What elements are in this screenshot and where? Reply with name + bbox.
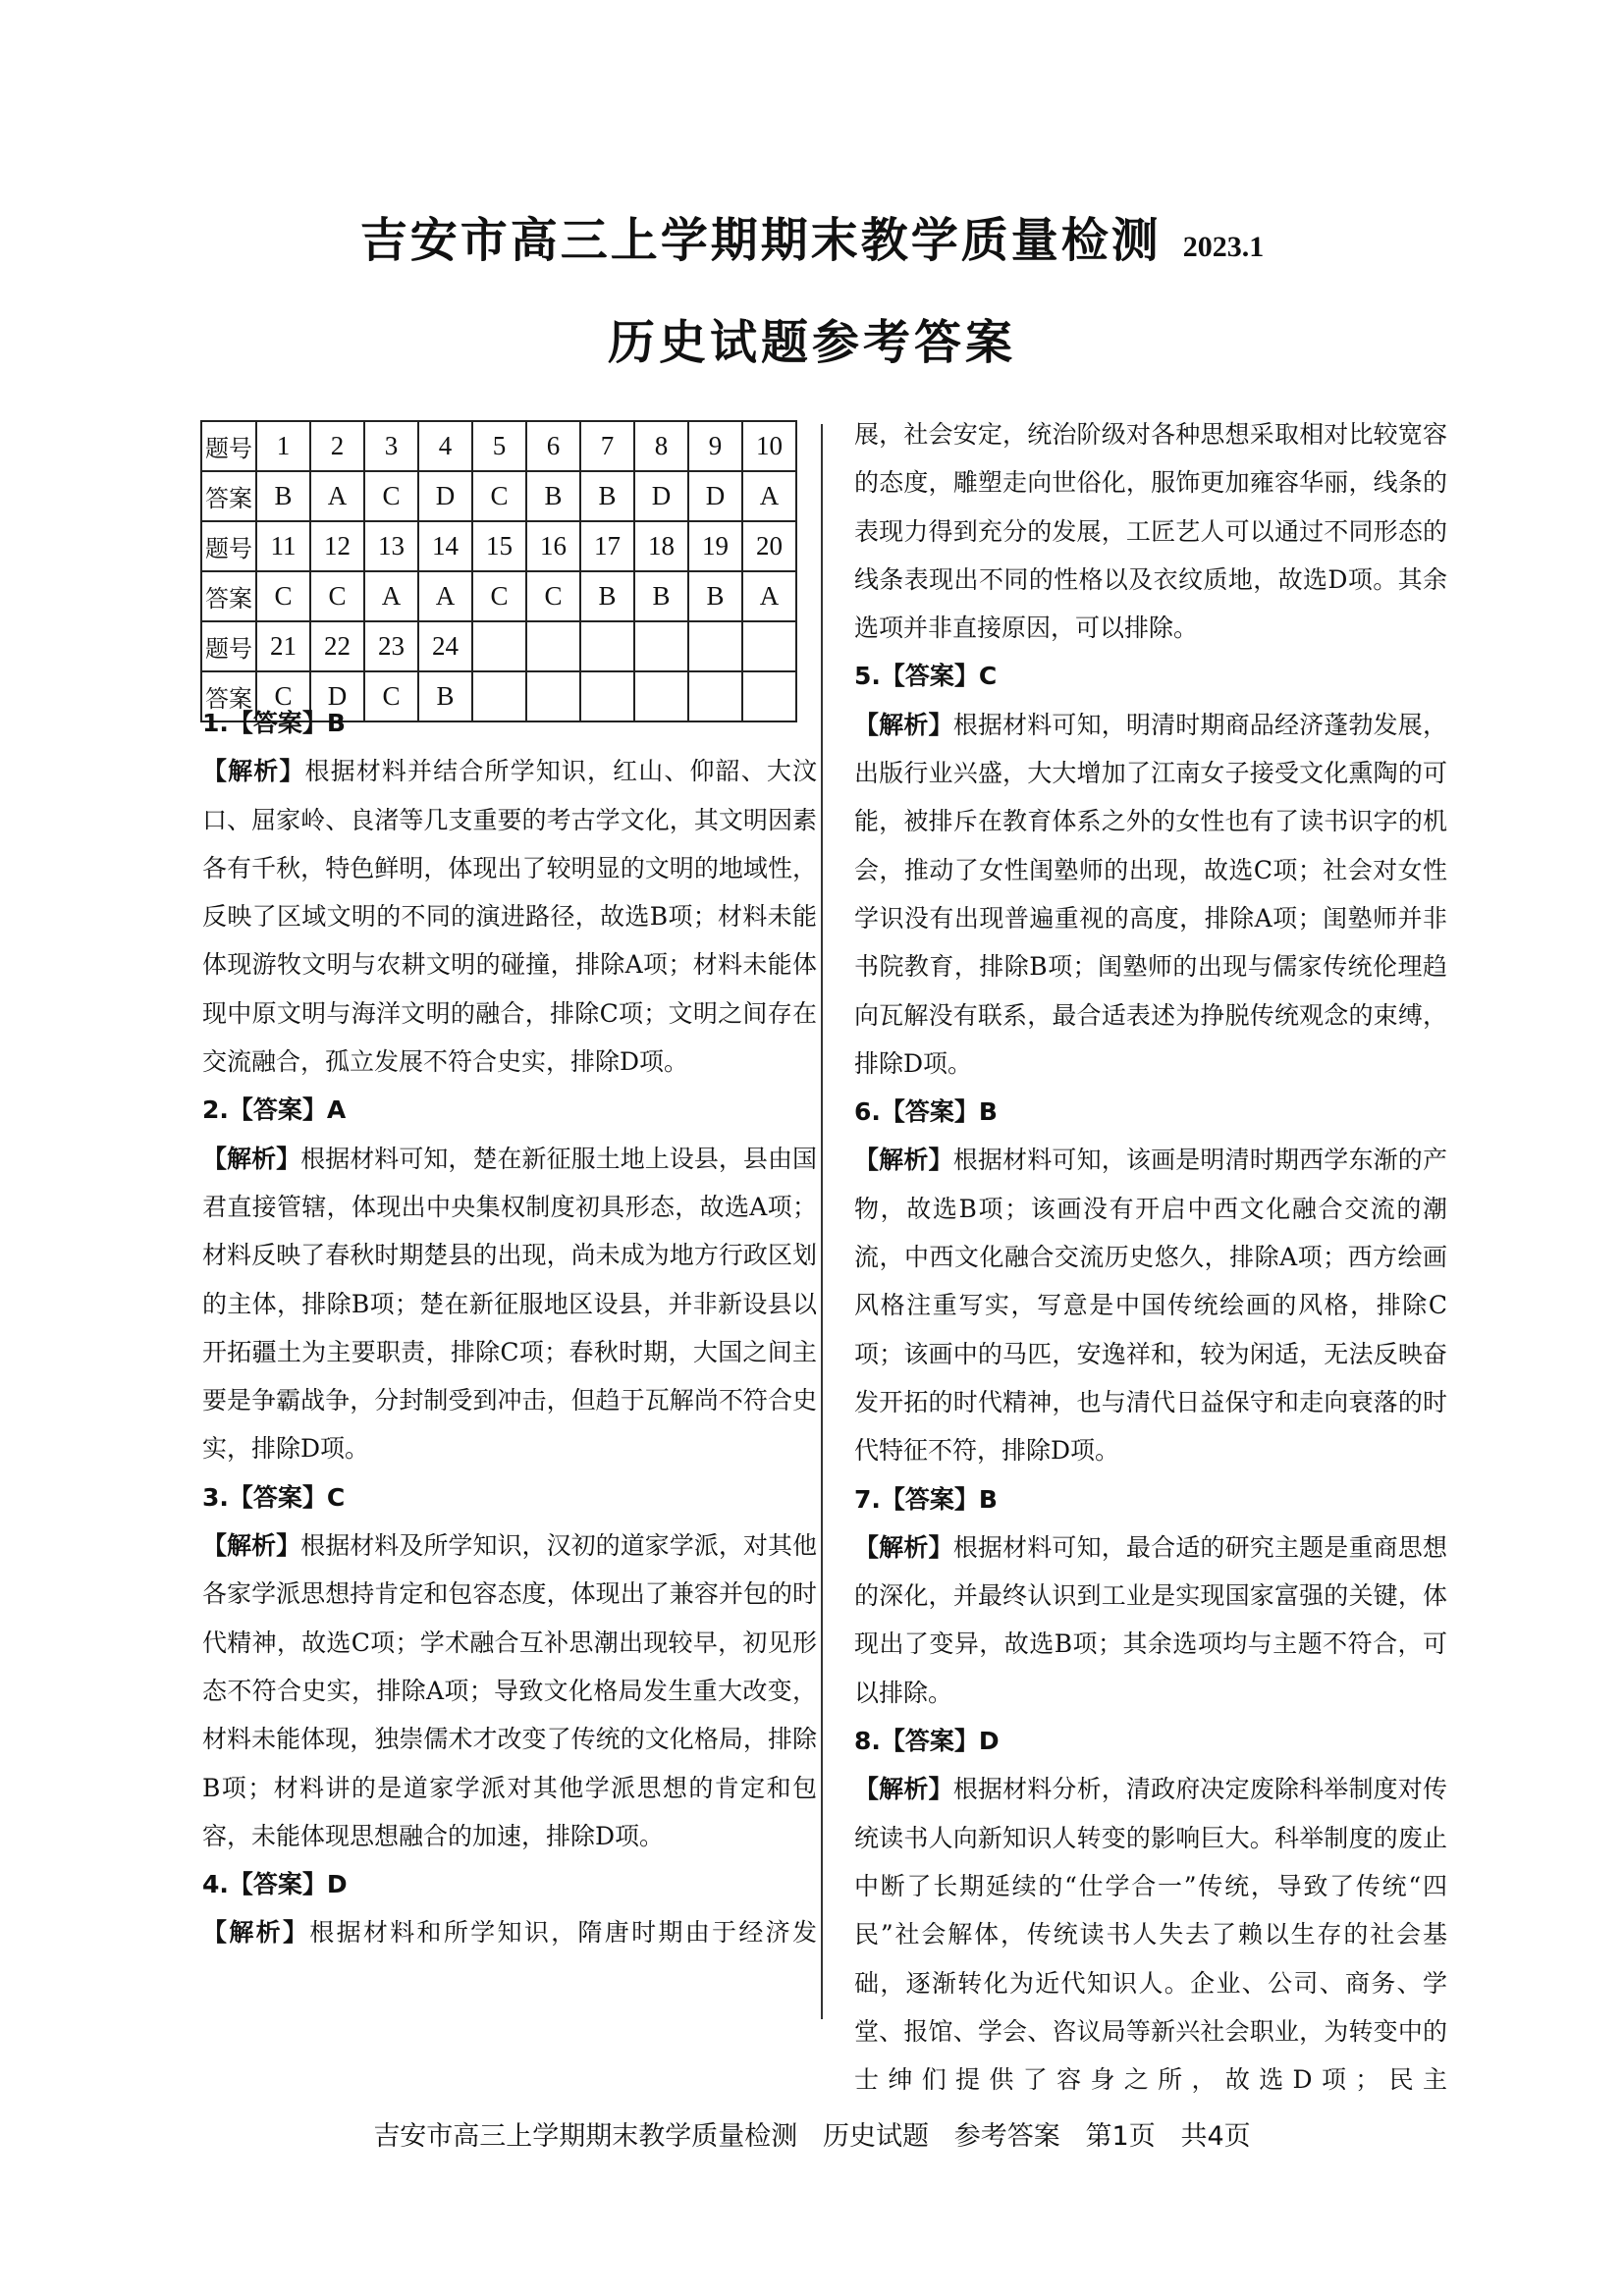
exam-title: 吉安市高三上学期期末教学质量检测 [359,213,1162,268]
table-cell: 4 [418,421,472,471]
right-column [854,410,1447,2104]
answer-heading: 5.【答案】C [854,662,998,691]
exam-date: 2023.1 [1182,231,1265,263]
table-cell: B [580,571,634,621]
analysis-tag: 【解析】 [202,757,305,786]
table-cell: 20 [742,521,796,571]
table-cell: 16 [526,521,580,571]
table-cell: A [418,571,472,621]
table-cell [634,621,688,671]
table-cell: 3 [364,421,418,471]
table-cell: B [688,571,742,621]
answer-item-2 [202,1086,817,1472]
table-cell: 23 [364,621,418,671]
table-cell [472,621,526,671]
table-cell: 21 [256,621,310,671]
table-cell: 7 [580,421,634,471]
answer-heading: 4.【答案】D [202,1870,348,1899]
table-cell: 12 [310,521,364,571]
answer-item-5 [854,652,1447,1088]
answer-item-1 [202,699,817,1086]
table-cell: D [418,471,472,521]
analysis-text: 【解析】根据材料可知，楚在新征服土地上设县，县由国君直接管辖，体现出中央集权制度初具形态，故选A项；材料反映了春秋时期楚县的出现，尚未成为地方行政区划的主体，排除B项；楚在新征服地区设县，并非新设县以开拓疆土为主要职责，排除C项；春秋时期，大国之间主要是争霸战争，分封制受到冲击，但趋于瓦解尚不符合史实，排除D项。 [202,1144,817,1464]
table-cell: C [310,571,364,621]
table-cell: 13 [364,521,418,571]
table-cell: 1 [256,421,310,471]
answer-table-row [201,571,796,621]
table-cell: 14 [418,521,472,571]
table-cell: 5 [472,421,526,471]
answer-item-7 [854,1475,1447,1717]
analysis-tag: 【解析】 [202,1144,301,1173]
table-cell: 2 [310,421,364,471]
table-cell: C [472,571,526,621]
page-title [0,202,1624,270]
table-cell: C [364,471,418,521]
answer-table [200,420,797,722]
analysis-text: 【解析】根据材料分析，清政府决定废除科举制度对传统读书人向新知识人转变的影响巨大。科举制度的废止中断了长期延续的“仕学合一”传统，导致了传统“四民”社会解体，传统读书人失去了赖以生存的社会基础，逐渐转化为近代知识人。企业、公司、商务、学堂、报馆、学会、咨议局等新兴社会职业，为转变中的士绅们提供了容身之所，故选D项；民主 [854,1775,1447,2095]
table-cell: A [310,471,364,521]
row-label: 答案 [201,571,256,621]
table-cell: C [526,571,580,621]
table-cell: 24 [418,621,472,671]
answer-item-4 [202,1860,817,1957]
analysis-text: 【解析】根据材料和所学知识，隋唐时期由于经济发 [202,1918,817,1948]
analysis-continuation: 展，社会安定，统治阶级对各种思想采取相对比较宽容的态度，雕塑走向世俗化，服饰更加雍容华丽，线条的表现力得到充分的发展，工匠艺人可以通过不同形态的线条表现出不同的性格以及衣纹质地，故选D项。其余选项并非直接原因，可以排除。 [854,420,1447,643]
table-cell: D [310,671,364,721]
answer-heading: 2.【答案】A [202,1095,347,1125]
table-cell: D [634,471,688,521]
table-cell [688,621,742,671]
table-cell: 8 [634,421,688,471]
answer-heading: 7.【答案】B [854,1484,998,1514]
answer-table-row [201,471,796,521]
answer-heading: 8.【答案】D [854,1727,1000,1756]
analysis-text: 【解析】根据材料可知，该画是明清时期西学东渐的产物，故选B项；该画没有开启中西文化融合交流的潮流，中西文化融合交流历史悠久，排除A项；西方绘画风格注重写实，写意是中国传统绘画的风格，排除C项；该画中的马匹，安逸祥和，较为闲适，无法反映奋发开拓的时代精神，也与清代日益保守和走向衰落的时代特征不符，排除D项。 [854,1146,1447,1466]
analysis-text: 【解析】根据材料可知，明清时期商品经济蓬勃发展，出版行业兴盛，大大增加了江南女子接受文化熏陶的可能，被排斥在教育体系之外的女性也有了读书识字的机会，推动了女性闺塾师的出现，故选C项；社会对女性学识没有出现普遍重视的高度，排除A项；闺塾师并非书院教育，排除B项；闺塾师的出现与儒家传统伦理趋向瓦解没有联系，最合适表述为挣脱传统观念的束缚，排除D项。 [854,710,1447,1078]
row-label: 题号 [201,521,256,571]
analysis-tag: 【解析】 [854,710,953,739]
analysis-tag: 【解析】 [202,1531,301,1561]
analysis-tag: 【解析】 [854,1532,953,1562]
table-cell: A [742,571,796,621]
table-cell: 18 [634,521,688,571]
table-cell: C [472,471,526,521]
answer-table-row [201,421,796,471]
table-cell: B [526,471,580,521]
analysis-tag: 【解析】 [202,1918,310,1948]
answer-item-6 [854,1088,1447,1474]
table-cell: 15 [472,521,526,571]
table-cell [526,621,580,671]
table-cell: B [634,571,688,621]
row-label: 答案 [201,671,256,721]
table-cell: 6 [526,421,580,471]
analysis-text: 【解析】根据材料及所学知识，汉初的道家学派，对其他各家学派思想持肯定和包容态度，体现出了兼容并包的时代精神，故选C项；学术融合互补思潮出现较早，初见形态不符合史实，排除A项；导致文化格局发生重大改变，材料未能体现，独崇儒术才改变了传统的文化格局，排除B项；材料讲的是道家学派对其他学派思想的肯定和包容，未能体现思想融合的加速，排除D项。 [202,1531,817,1850]
page-subtitle: 历史试题参考答案 [607,315,1016,370]
table-cell: 22 [310,621,364,671]
table-cell: 17 [580,521,634,571]
table-cell: 19 [688,521,742,571]
row-label: 题号 [201,421,256,471]
table-cell: B [418,671,472,721]
left-column [202,699,817,1957]
table-cell: C [256,571,310,621]
row-label: 答案 [201,471,256,521]
answer-item-3 [202,1473,817,1860]
answer-table-row [201,621,796,671]
analysis-tag: 【解析】 [854,1146,953,1175]
table-cell [742,621,796,671]
analysis-text: 【解析】根据材料可知，最合适的研究主题是重商思想的深化，并最终认识到工业是实现国家富强的关键，体现出了变异，故选B项；其余选项均与主题不符合，可以排除。 [854,1532,1447,1707]
answer-heading: 1.【答案】B [202,709,346,737]
answer-heading: 3.【答案】C [202,1482,346,1512]
table-cell: 10 [742,421,796,471]
table-cell: B [256,471,310,521]
answer-table-row [201,521,796,571]
table-cell: A [742,471,796,521]
table-cell [580,621,634,671]
table-cell: A [364,571,418,621]
table-cell: D [688,471,742,521]
analysis-text: 【解析】根据材料并结合所学知识，红山、仰韶、大汶口、屈家岭、良渚等几支重要的考古学文化，其文明因素各有千秋，特色鲜明，体现出了较明显的文明的地域性，反映了区域文明的不同的演进路径，故选B项；材料未能体现游牧文明与农耕文明的碰撞，排除A项；材料未能体现中原文明与海洋文明的融合，排除C项；文明之间存在交流融合，孤立发展不符合史实，排除D项。 [202,757,817,1077]
table-cell: C [256,671,310,721]
table-cell: 9 [688,421,742,471]
row-label: 题号 [201,621,256,671]
table-cell: B [580,471,634,521]
column-divider [821,424,823,2019]
answer-item-8 [854,1717,1447,2104]
table-cell: 11 [256,521,310,571]
answer-heading: 6.【答案】B [854,1097,998,1127]
page-footer: 吉安市高三上学期期末教学质量检测 历史试题 参考答案 第1页 共4页 [373,2121,1251,2152]
table-cell: C [364,671,418,721]
analysis-tag: 【解析】 [854,1775,953,1804]
